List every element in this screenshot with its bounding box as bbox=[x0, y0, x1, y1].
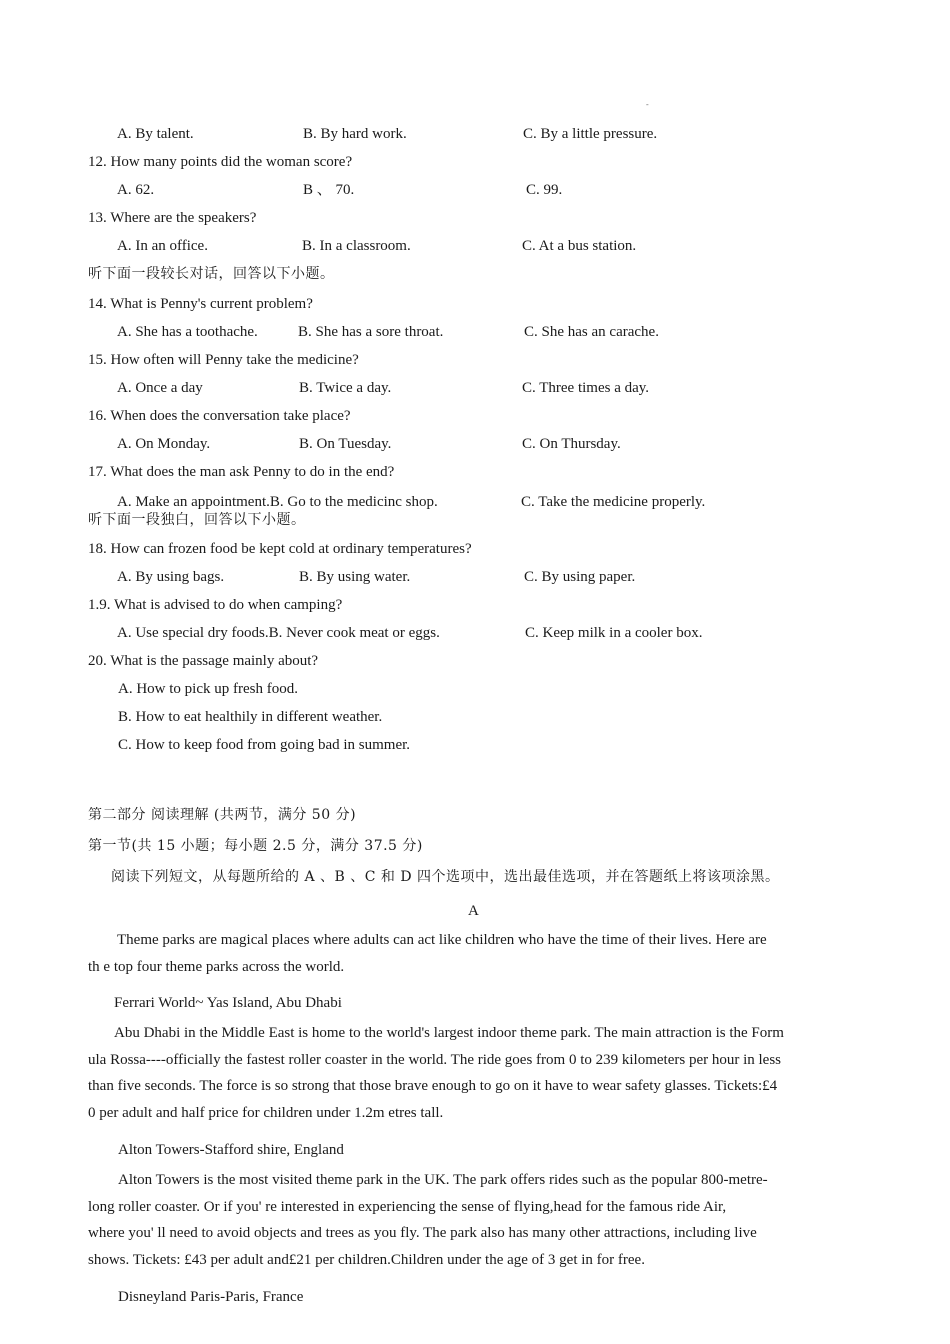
park2-paragraph bbox=[88, 1167, 866, 1273]
intro-line-2: th e top four theme parks across the world. bbox=[88, 958, 345, 975]
q11-option-b: B. By hard work. bbox=[303, 126, 407, 142]
q16-option-a: A. On Monday. bbox=[117, 436, 211, 452]
q13-option-b: B. In a classroom. bbox=[302, 238, 411, 254]
q20-option-c: C. How to keep food from going bad in summer. bbox=[118, 737, 411, 753]
park2-line-4: shows. Tickets: £43 per adult and£21 per children.Children under the age of 3 get in for free. bbox=[88, 1251, 645, 1268]
q12-option-a: A. 62. bbox=[117, 182, 155, 198]
park2-line-1: Alton Towers is the most visited theme park in the UK. The park offers rides such as the popular 800-metre- bbox=[118, 1172, 768, 1188]
q13-option-c: C. At a bus station. bbox=[522, 238, 637, 254]
q17-stem: 17. What does the man ask Penny to do in the end? bbox=[88, 464, 395, 480]
q14-option-c: C. She has an carache. bbox=[524, 324, 659, 340]
q15-option-a: A. Once a day bbox=[117, 380, 203, 396]
q20-option-b: B. How to eat healthily in different weather. bbox=[118, 709, 383, 725]
q13-stem: 13. Where are the speakers? bbox=[88, 210, 257, 226]
passage-intro bbox=[88, 927, 866, 980]
q12-stem: 12. How many points did the woman score? bbox=[88, 154, 353, 170]
q20-stem: 20. What is the passage mainly about? bbox=[88, 653, 319, 669]
park1-title: Ferrari World~ Yas Island, Abu Dhabi bbox=[114, 995, 342, 1011]
q13-option-a: A. In an office. bbox=[117, 238, 208, 254]
long-dialogue-instruction: 听下面一段较长对话，回答以下小题。 bbox=[88, 266, 335, 282]
park2-title: Alton Towers-Stafford shire, England bbox=[118, 1142, 344, 1158]
section1-heading: 第一节(共 15 小题；每小题 2.5 分，满分 37.5 分) bbox=[88, 838, 423, 854]
q16-stem: 16. When does the conversation take place? bbox=[88, 408, 351, 424]
q11-option-a: A. By talent. bbox=[117, 126, 194, 142]
passage-label: A bbox=[468, 903, 479, 919]
q16-option-b: B. On Tuesday. bbox=[299, 436, 392, 452]
q14-option-b: B. She has a sore throat. bbox=[298, 324, 444, 340]
q19-option-ab: A. Use special dry foods.B. Never cook meat or eggs. bbox=[117, 625, 440, 641]
park1-line-3: than five seconds. The force is so strong that those brave enough to go on it have to wear safety glasses. Tickets:£4 bbox=[88, 1078, 778, 1094]
q16-option-c: C. On Thursday. bbox=[522, 436, 621, 452]
q18-stem: 18. How can frozen food be kept cold at ordinary temperatures? bbox=[88, 541, 472, 557]
park1-line-4: 0 per adult and half price for children under 1.2m etres tall. bbox=[88, 1104, 444, 1121]
park3-title: Disneyland Paris-Paris, France bbox=[118, 1289, 304, 1305]
q18-option-c: C. By using paper. bbox=[524, 569, 636, 585]
q19-option-c: C. Keep milk in a cooler box. bbox=[525, 625, 703, 641]
q17-option-ab: A. Make an appointment.B. Go to the medicinc shop. bbox=[117, 494, 438, 510]
q15-option-c: C. Three times a day. bbox=[522, 380, 650, 396]
q18-option-b: B. By using water. bbox=[299, 569, 411, 585]
park1-line-1: Abu Dhabi in the Middle East is home to the world's largest indoor theme park. The main attraction is the Form bbox=[114, 1025, 784, 1041]
q20-option-a: A. How to pick up fresh food. bbox=[118, 681, 298, 697]
q19-stem: 1.9. What is advised to do when camping? bbox=[88, 597, 343, 613]
reading-directions: 阅读下列短文，从每题所给的 A 、B 、C 和 D 四个选项中，选出最佳选项，并在答题纸上将该项涂黑。 bbox=[111, 869, 780, 885]
q14-stem: 14. What is Penny's current problem? bbox=[88, 296, 313, 312]
park2-line-2: long roller coaster. Or if you' re interested in experiencing the sense of flying,head for the famous ride Air, bbox=[88, 1198, 727, 1215]
park2-line-3: where you' ll need to avoid objects and trees as you fly. The park also has many other attractions, including live bbox=[88, 1225, 757, 1241]
part2-heading: 第二部分 阅读理解 (共两节，满分 50 分) bbox=[88, 807, 357, 823]
monologue-instruction: 听下面一段独白，回答以下小题。 bbox=[88, 512, 306, 528]
park1-line-2: ula Rossa----officially the fastest roller coaster in the world. The ride goes from 0 to 239 kilometers per hour in less bbox=[88, 1051, 782, 1068]
q18-option-a: A. By using bags. bbox=[117, 569, 225, 585]
intro-line-1: Theme parks are magical places where adults can act like children who have the time of their lives. Here are bbox=[117, 932, 767, 948]
q12-option-b: B 、 70. bbox=[303, 182, 355, 198]
q17-option-c: C. Take the medicine properly. bbox=[521, 494, 706, 510]
q11-option-c: C. By a little pressure. bbox=[523, 126, 658, 142]
q15-option-b: B. Twice a day. bbox=[299, 380, 392, 396]
q15-stem: 15. How often will Penny take the medicine? bbox=[88, 352, 359, 368]
page-mark: - bbox=[646, 100, 649, 109]
q14-option-a: A. She has a toothache. bbox=[117, 324, 258, 340]
q12-option-c: C. 99. bbox=[526, 182, 563, 198]
park1-paragraph bbox=[88, 1020, 866, 1126]
